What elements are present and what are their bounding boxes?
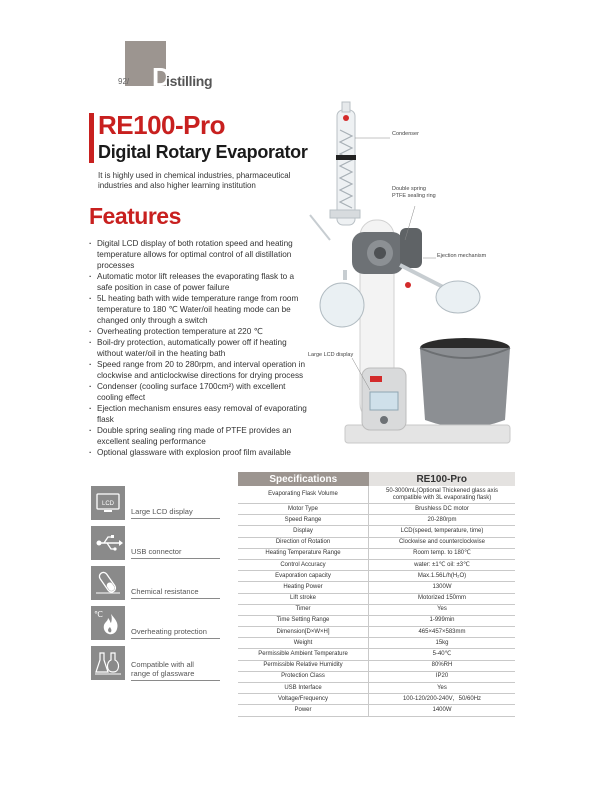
feature-item: · 5L heating bath with wide temperature range from room temperature to 180 ℃ Water/oil heating mode can be changed only through a switch: [89, 293, 307, 326]
table-row: [238, 504, 515, 515]
lcd-icon-text: LCD: [101, 501, 115, 507]
feature-item: · Digital LCD display of both rotation speed and heating temperature allows for optimal control of all distillation processes: [89, 238, 307, 271]
spec-value: 1-999min: [369, 615, 516, 626]
callout-sealing-ring: [392, 186, 436, 200]
specifications-table: [238, 472, 515, 717]
table-row: [238, 649, 515, 660]
feature-item: · Ejection mechanism ensures easy removal of evaporating flask: [89, 403, 307, 425]
spec-label: Power: [238, 705, 369, 716]
spec-label: Speed Range: [238, 515, 369, 526]
table-row: [238, 593, 515, 604]
table-row: [238, 537, 515, 548]
product-subtitle: Digital Rotary Evaporator: [98, 142, 308, 162]
page-number: 92/: [118, 77, 130, 86]
spec-label: USB Interface: [238, 683, 369, 694]
spec-label: Dimension[D×W×H]: [238, 627, 369, 638]
spec-label: Motor Type: [238, 504, 369, 515]
spec-label: Weight: [238, 638, 369, 649]
spec-label: Evaporation capacity: [238, 571, 369, 582]
feature-item: · Automatic motor lift releases the evaporating flask to a safe position in case of power failure: [89, 271, 307, 293]
spec-value: 20-280rpm: [369, 515, 516, 526]
callout-condenser: Condenser: [392, 131, 419, 137]
spec-label: Voltage/Frequency: [238, 694, 369, 705]
test-tube-icon: [91, 566, 125, 600]
icon-feature-label-glassware-line-1: Compatible with all: [131, 660, 194, 669]
celsius-icon-text: ℃: [94, 610, 103, 619]
table-row: [238, 638, 515, 649]
features-heading: Features: [89, 203, 181, 229]
table-row: [238, 486, 515, 504]
feature-item: · Speed range from 20 to 280rpm, and interval operation in clockwise and anticlockwise directions for drying process: [89, 359, 307, 381]
spec-value: Motorized 150mm: [369, 593, 516, 604]
table-row: [238, 660, 515, 671]
spec-header-model: RE100-Pro: [369, 472, 516, 486]
lcd-screen-illustration: [370, 392, 398, 410]
icon-feature-label-glassware-line-2: range of glassware: [131, 669, 195, 678]
spec-label: Time Setting Range: [238, 615, 369, 626]
callout-ejection: Ejection mechanism: [437, 253, 487, 259]
feature-item: · Condenser (cooling surface 1700cm²) with excellent cooling effect: [89, 381, 307, 403]
icon-feature-label-glassware: [131, 660, 220, 681]
spec-value: 100-120/200-240V，50/60Hz: [369, 694, 516, 705]
icon-feature-label-chemical: Chemical resistance: [131, 587, 220, 599]
feature-item: · Overheating protection temperature at 220 ℃: [89, 326, 307, 337]
title-accent-bar: [89, 113, 94, 163]
table-row: [238, 671, 515, 682]
lcd-display-icon: [91, 486, 125, 520]
spec-label: Direction of Rotation: [238, 537, 369, 548]
spec-label: Permissible Ambient Temperature: [238, 649, 369, 660]
usb-icon: [91, 526, 125, 560]
spec-label: Lift stroke: [238, 593, 369, 604]
table-row: [238, 705, 515, 716]
condenser-illustration: [330, 102, 360, 225]
flame-thermometer-icon: [91, 606, 125, 640]
spec-value: 1300W: [369, 582, 516, 593]
spec-value: 15kg: [369, 638, 516, 649]
feature-item: · Double spring sealing ring made of PTFE provides an excellent sealing performance: [89, 425, 307, 447]
table-row: [238, 515, 515, 526]
callout-sealing-ring-line-1: Double spring: [392, 186, 426, 192]
icon-feature-label-lcd: Large LCD display: [131, 507, 220, 519]
spec-label: Display: [238, 526, 369, 537]
spec-label: Protection Class: [238, 671, 369, 682]
spec-label: Heating Temperature Range: [238, 548, 369, 559]
spec-value: 1400W: [369, 705, 516, 716]
callout-sealing-ring-line-2: PTFE sealing ring: [392, 193, 436, 199]
spec-value: Brushless DC motor: [369, 504, 516, 515]
callout-lcd: Large LCD display: [308, 352, 354, 358]
spec-value: 5-40℃: [369, 649, 516, 660]
table-row: [238, 571, 515, 582]
feature-item: · Optional glassware with explosion proof film available: [89, 447, 307, 458]
section-initial: D: [152, 62, 171, 92]
table-row: [238, 548, 515, 559]
spec-value: Yes: [369, 604, 516, 615]
spec-value: Max.1.56L/h(H₂O): [369, 571, 516, 582]
spec-header-label: Specifications: [238, 472, 369, 486]
spec-value: IP20: [369, 671, 516, 682]
product-description: It is highly used in chemical industries, pharmaceutical industries and also higher learning institution: [98, 171, 291, 190]
product-name: RE100-Pro: [98, 110, 225, 140]
features-list: [89, 238, 307, 458]
spec-value: Yes: [369, 683, 516, 694]
section-title: istilling: [166, 73, 213, 89]
spec-value: water: ±1℃ oil: ±3℃: [369, 559, 516, 570]
feature-item: · Boil-dry protection, automatically power off if heating without water/oil in the heating bath: [89, 337, 307, 359]
spec-label: Timer: [238, 604, 369, 615]
glassware-icon: [91, 646, 125, 680]
spec-value: 465×457×583mm: [369, 627, 516, 638]
spec-label: Heating Power: [238, 582, 369, 593]
spec-label: Permissible Relative Humidity: [238, 660, 369, 671]
table-row: [238, 694, 515, 705]
table-row: [238, 615, 515, 626]
heating-bath-illustration: [420, 338, 510, 428]
spec-value: Clockwise and counterclockwise: [369, 537, 516, 548]
spec-value: Room temp. to 180℃: [369, 548, 516, 559]
table-row: [238, 627, 515, 638]
spec-header-row: [238, 472, 515, 486]
spec-label: Control Accuracy: [238, 559, 369, 570]
table-row: [238, 559, 515, 570]
table-row: [238, 582, 515, 593]
table-row: [238, 683, 515, 694]
rotary-evaporator-illustration: [290, 100, 515, 460]
spec-value: 50-3000mL(Optional Thickened glass axis compatible with 3L evaporating flask): [369, 486, 516, 504]
table-row: [238, 604, 515, 615]
icon-feature-label-usb: USB connector: [131, 547, 220, 559]
icon-feature-label-overheating: Overheating protection: [131, 627, 220, 639]
spec-label: Evaporating Flask Volume: [238, 486, 369, 504]
table-row: [238, 526, 515, 537]
spec-value: 80%RH: [369, 660, 516, 671]
spec-value: LCD(speed, temperature, time): [369, 526, 516, 537]
